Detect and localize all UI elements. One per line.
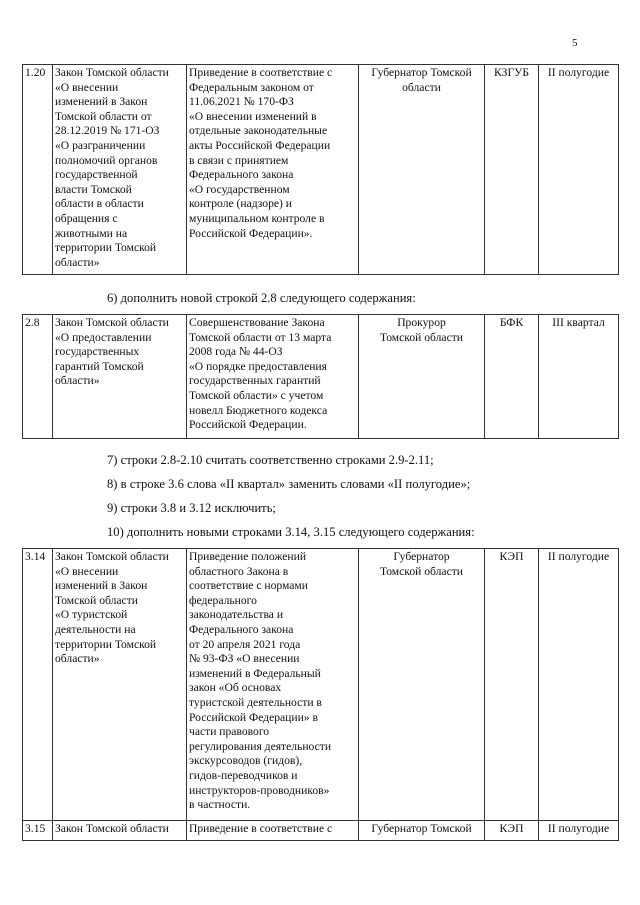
- act-reason: Приведение в соответствие с Федеральным законом от 11.06.2021 № 170-ФЗ «О внесении изменений в отдельные законодательные акты Российской Федерации в связи с принятием Федерального закона «О государственном контроле (надзоре) и муниципальном контроле в Российской Федерации».: [187, 65, 359, 275]
- paragraph-8: 8) в строке 3.6 слова «II квартал» заменить словами «II полугодие»;: [107, 477, 471, 491]
- paragraph-9: 9) строки 3.8 и 3.12 исключить;: [107, 501, 276, 515]
- act-title: Закон Томской области «О предоставлении государственных гарантий Томской области»: [53, 315, 187, 439]
- period: III квартал: [539, 315, 619, 439]
- committee: БФК: [485, 315, 539, 439]
- plan-table-row-2-8: [22, 314, 619, 439]
- act-reason: Совершенствование Закона Томской области от 13 марта 2008 года № 44-ОЗ «О порядке предоставления государственных гарантий Томской области» с учетом новелл Бюджетного кодекса Российской Федерации.: [187, 315, 359, 439]
- initiator: Прокурор Томской области: [359, 315, 485, 439]
- act-title: Закон Томской области «О внесении изменений в Закон Томской области от 28.12.2019 № 171-ОЗ «О разграничении полномочий органов государственной власти Томской области в области обращения с животными на территории Томской области»: [53, 65, 187, 275]
- plan-table-rows-3-14-3-15: [22, 548, 619, 841]
- act-reason: Приведение положений областного Закона в соответствие с нормами федерального законодательства и Федерального закона от 20 апреля 2021 года № 93-ФЗ «О внесении изменений в Федеральный закон «Об основах туристской деятельности в Российской Федерации» в части правового регулирования деятельности экскурсоводов (гидов), гидов-переводчиков и инструкторов-проводников» в частности.: [187, 549, 359, 821]
- table-row: [23, 65, 619, 275]
- plan-table-row-1-20: [22, 64, 619, 275]
- table-row: [23, 821, 619, 841]
- period: II полугодие: [539, 821, 619, 841]
- committee: КЭП: [485, 821, 539, 841]
- table-row: [23, 315, 619, 439]
- act-reason: Приведение в соответствие с: [187, 821, 359, 841]
- paragraph-7: 7) строки 2.8-2.10 считать соответственно строками 2.9-2.11;: [107, 453, 434, 467]
- paragraph-10: 10) дополнить новыми строками 3.14, 3.15 следующего содержания:: [107, 525, 475, 539]
- paragraph-6: 6) дополнить новой строкой 2.8 следующего содержания:: [107, 291, 416, 305]
- row-number: 2.8: [23, 315, 53, 439]
- period: II полугодие: [539, 65, 619, 275]
- initiator: Губернатор Томской области: [359, 65, 485, 275]
- committee: КЭП: [485, 549, 539, 821]
- row-number: 3.15: [23, 821, 53, 841]
- initiator: Губернатор Томской области: [359, 549, 485, 821]
- period: II полугодие: [539, 549, 619, 821]
- row-number: 3.14: [23, 549, 53, 821]
- act-title: Закон Томской области «О внесении изменений в Закон Томской области «О туристской деятельности на территории Томской области»: [53, 549, 187, 821]
- initiator: Губернатор Томской: [359, 821, 485, 841]
- act-title: Закон Томской области: [53, 821, 187, 841]
- committee: КЗГУБ: [485, 65, 539, 275]
- table-row: [23, 549, 619, 821]
- row-number: 1.20: [23, 65, 53, 275]
- page-number: 5: [572, 37, 578, 49]
